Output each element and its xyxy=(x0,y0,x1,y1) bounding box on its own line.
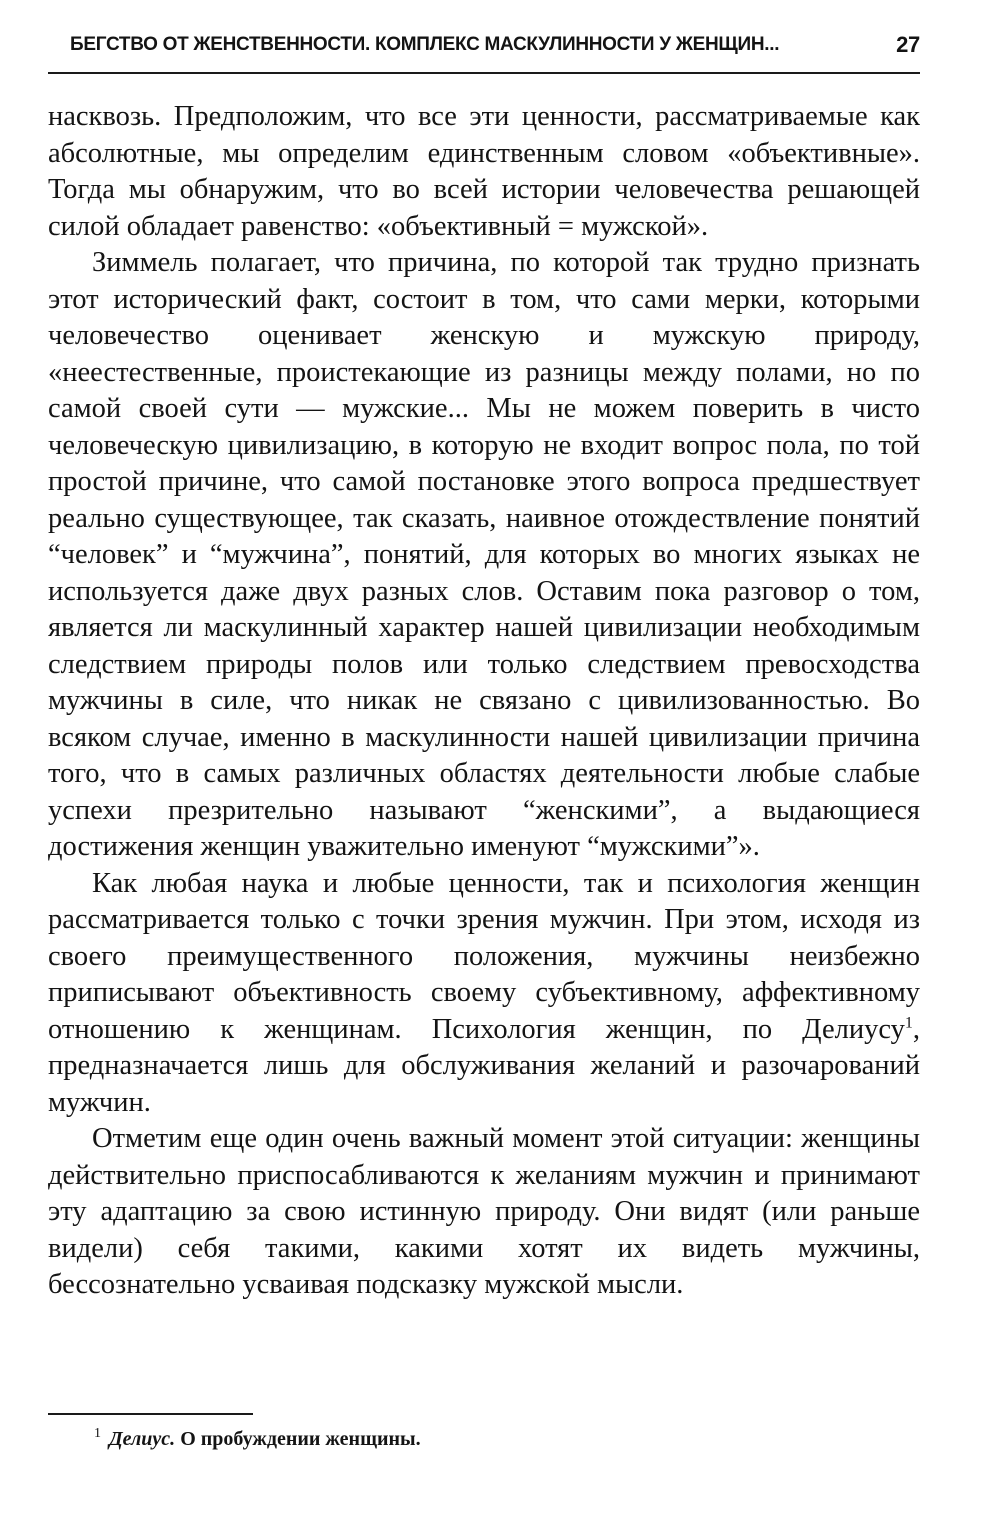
paragraph-4: Отметим еще один очень важный момент этой ситуации: женщины действительно приспосабливаются к желаниям мужчин и принимают эту адаптацию за свою истинную природу. Они видят (или раньше видели) себя такими, какими хотят их видеть мужчины, бессознательно усваивая подсказку мужской мысли. xyxy=(48,1123,920,1300)
book-page xyxy=(48,0,920,1513)
footnote-number: 1 xyxy=(94,1426,101,1442)
paragraph-3 xyxy=(48,866,920,1122)
footnote-title: О пробуждении женщины. xyxy=(175,1428,421,1450)
footnote xyxy=(94,1426,914,1452)
running-head-title: БЕГСТВО ОТ ЖЕНСТВЕННОСТИ. КОМПЛЕКС МАСКУЛИННОСТИ У ЖЕНЩИН... xyxy=(70,34,780,55)
page-number: 27 xyxy=(896,32,920,57)
header-rule xyxy=(48,72,920,74)
footnote-author: Делиус. xyxy=(109,1428,176,1450)
body-text xyxy=(48,99,920,1304)
paragraph-3-text-before-note: Как любая наука и любые ценности, так и психология женщин рассматривается только с точки зрения мужчин. При этом, исходя из своего преимущественного положения, мужчины неизбежно приписывают объективность своему субъективному, аффективному отношению к женщинам. Психология женщин, по Делиусу xyxy=(48,867,920,1045)
footnote-reference-mark[interactable]: 1 xyxy=(904,1014,913,1031)
paragraph-3-text-after-note: , предназначается лишь для обслуживания желаний и разочарований мужчин. xyxy=(48,1013,920,1118)
paragraph-1: насквозь. Предположим, что все эти ценности, рассматриваемые как абсолютные, мы определим единственным словом «объективные». Тогда мы обнаружим, что во всей истории человечества решающей силой обладает равенство: «объективный = мужской». xyxy=(48,101,920,242)
paragraph-2: Зиммель полагает, что причина, по которой так трудно признать этот исторический факт, состоит в том, что сами мерки, которыми человечество оценивает женскую и мужскую природу, «неестественные, проистекающие из разницы между полами, но по самой своей сути — мужские... Мы не можем поверить в чисто человеческую цивилизацию, в которую не входит вопрос пола, по той простой причине, что самой постановке этого вопроса предшествует реально существующее, так сказать, наивное отождествление понятий “человек” и “мужчина”, понятий, для которых во многих языках не используется даже двух разных слов. Оставим пока разговор о том, является ли маскулинный характер нашей цивилизации необходимым следствием природы полов или только следствием превосходства мужчины в силе, что никак не связано с цивилизованностью. Во всяком случае, именно в маскулинности нашей цивилизации причина того, что в самых различных областях деятельности любые слабые успехи презрительно называют “женскими”, а выдающиеся достижения женщин уважительно именуют “мужскими”». xyxy=(48,247,920,862)
footnote-rule xyxy=(48,1413,253,1415)
running-head xyxy=(48,32,920,62)
